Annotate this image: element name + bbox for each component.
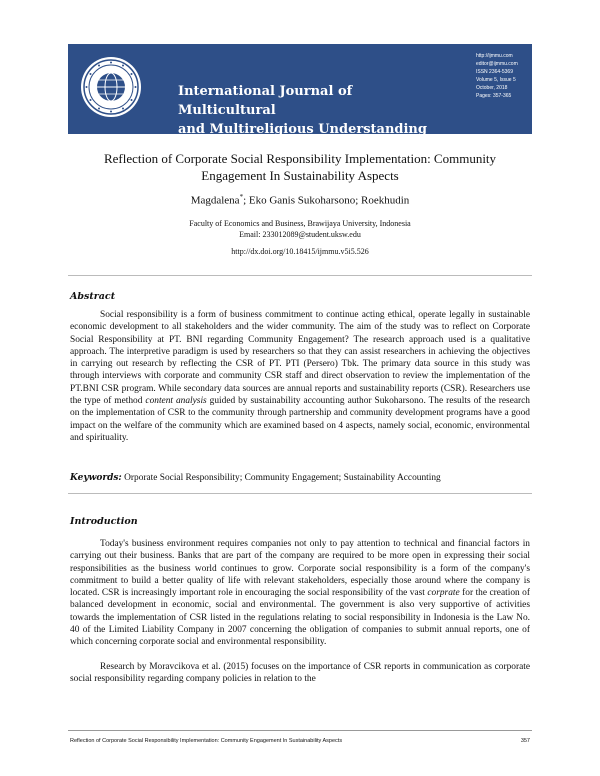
author-primary: Magdalena — [190, 194, 240, 207]
introduction-body — [70, 538, 530, 685]
journal-globe-seal-icon — [80, 56, 142, 118]
journal-header-banner — [68, 44, 532, 137]
contact-email[interactable]: Email: 233012089@student.uksw.edu — [239, 230, 361, 239]
keywords-label: Keywords: — [70, 473, 122, 483]
introduction-paragraph-2: Research by Moravcikova et al. (2015) focuses on the importance of CSR reports in communication as corporate social responsibility regarding company policies in relation to the — [70, 661, 530, 684]
page-footer — [70, 738, 530, 744]
running-title: Reflection of Corporate Social Responsibility Implementation: Community Engagement In Sustainability Aspects — [70, 738, 343, 744]
journal-title-line2: and Multireligious Understanding — [178, 122, 427, 137]
journal-title — [178, 82, 428, 139]
author-affiliation — [70, 218, 530, 240]
introduction-heading: Introduction — [70, 516, 138, 527]
introduction-italic-term: corprate — [427, 588, 460, 599]
paper-title — [70, 150, 530, 184]
abstract-italic-term: content analysis — [145, 396, 207, 407]
keywords-text: Orporate Social Responsibility; Community Engagement; Sustainability Accounting — [121, 473, 441, 483]
journal-date: October, 2018 — [476, 85, 508, 91]
journal-email[interactable]: editor@ijmmu.com — [476, 61, 518, 67]
keywords-line — [70, 473, 530, 483]
divider-top — [68, 275, 532, 276]
journal-url[interactable]: http://ijmmu.com — [476, 53, 513, 59]
abstract-heading: Abstract — [70, 291, 116, 302]
journal-issn: ISSN 2364-5369 — [476, 69, 513, 75]
journal-meta-block — [476, 52, 536, 100]
journal-volume: Volume 5, Issue 5 — [476, 77, 516, 83]
corresponding-author-mark: * — [239, 193, 244, 201]
journal-title-line1: International Journal of Multicultural — [178, 84, 353, 118]
abstract-paragraph: Social responsibility is a form of business commitment to continue acting ethical, operate legally in sustainable economic development to all stakeholders and the wider community. The aim of the study was to reflect on Corporate Social Responsibility at PT. BNI regarding Community Engagement? The research approach used is a qualitative approach. The interpretive paradigm is used by researchers so that they can assist researchers in achieving the objectives in carrying out research by reflecting the CSR of PT. PTI (Persero) Tbk. The primary data source in this study was through interviews with corporate and community CSR staff and direct observation to review the implementation of the PT.BNI CSR program. While secondary data sources are annual reports and sustainability reports (CSR). Researchers use the type of method content analysis guided by sustainability accounting author Sukoharsono. The results of the research on the implementation of CSR to the community through partnership and community development programs have a good impact on the welfare of the community which are examined based on 4 aspects, namely social, economic, environmental and spirituality. — [70, 310, 530, 443]
divider-bottom — [68, 493, 532, 494]
introduction-paragraph-1: Today's business environment requires companies not only to pay attention to technical and financial factors in carrying out their business. Banks that are part of the company are required to be more open in expressing their social responsibilities as the business world continues to grow. Corporate social responsibility is a form of the company's commitment to build a better quality of life with relevant stakeholders, especially those around where the company is located. CSR is increasingly important role in encouraging the social responsibility of the vast corprate for the creation of balanced development in economic, social and environmental. The government is also very supportive of activities towards the implementation of CSR listed in the regulations relating to social responsibility in Indonesia is the Law No. 40 of the Limited Liability Company in 2007 concerning the obligation of companies to submit annual reports, one of which concerning corporate social and environmental responsibility. — [70, 539, 530, 648]
abstract-body — [70, 309, 530, 444]
paper-title-line2: Engagement In Sustainability Aspects — [201, 168, 399, 183]
page-number: 357 — [520, 738, 530, 744]
journal-pages: Pages: 357-365 — [476, 93, 512, 99]
paper-authors — [70, 193, 530, 207]
affiliation-text: Faculty of Economics and Business, Brawijaya University, Indonesia — [189, 219, 411, 228]
footer-divider — [68, 730, 532, 731]
paper-title-line1: Reflection of Corporate Social Responsibility Implementation: Community — [103, 151, 497, 166]
doi-link[interactable]: http://dx.doi.org/10.18415/ijmmu.v5i5.526 — [231, 247, 369, 256]
author-others: ; Eko Ganis Sukoharsono; Roekhudin — [243, 194, 410, 207]
